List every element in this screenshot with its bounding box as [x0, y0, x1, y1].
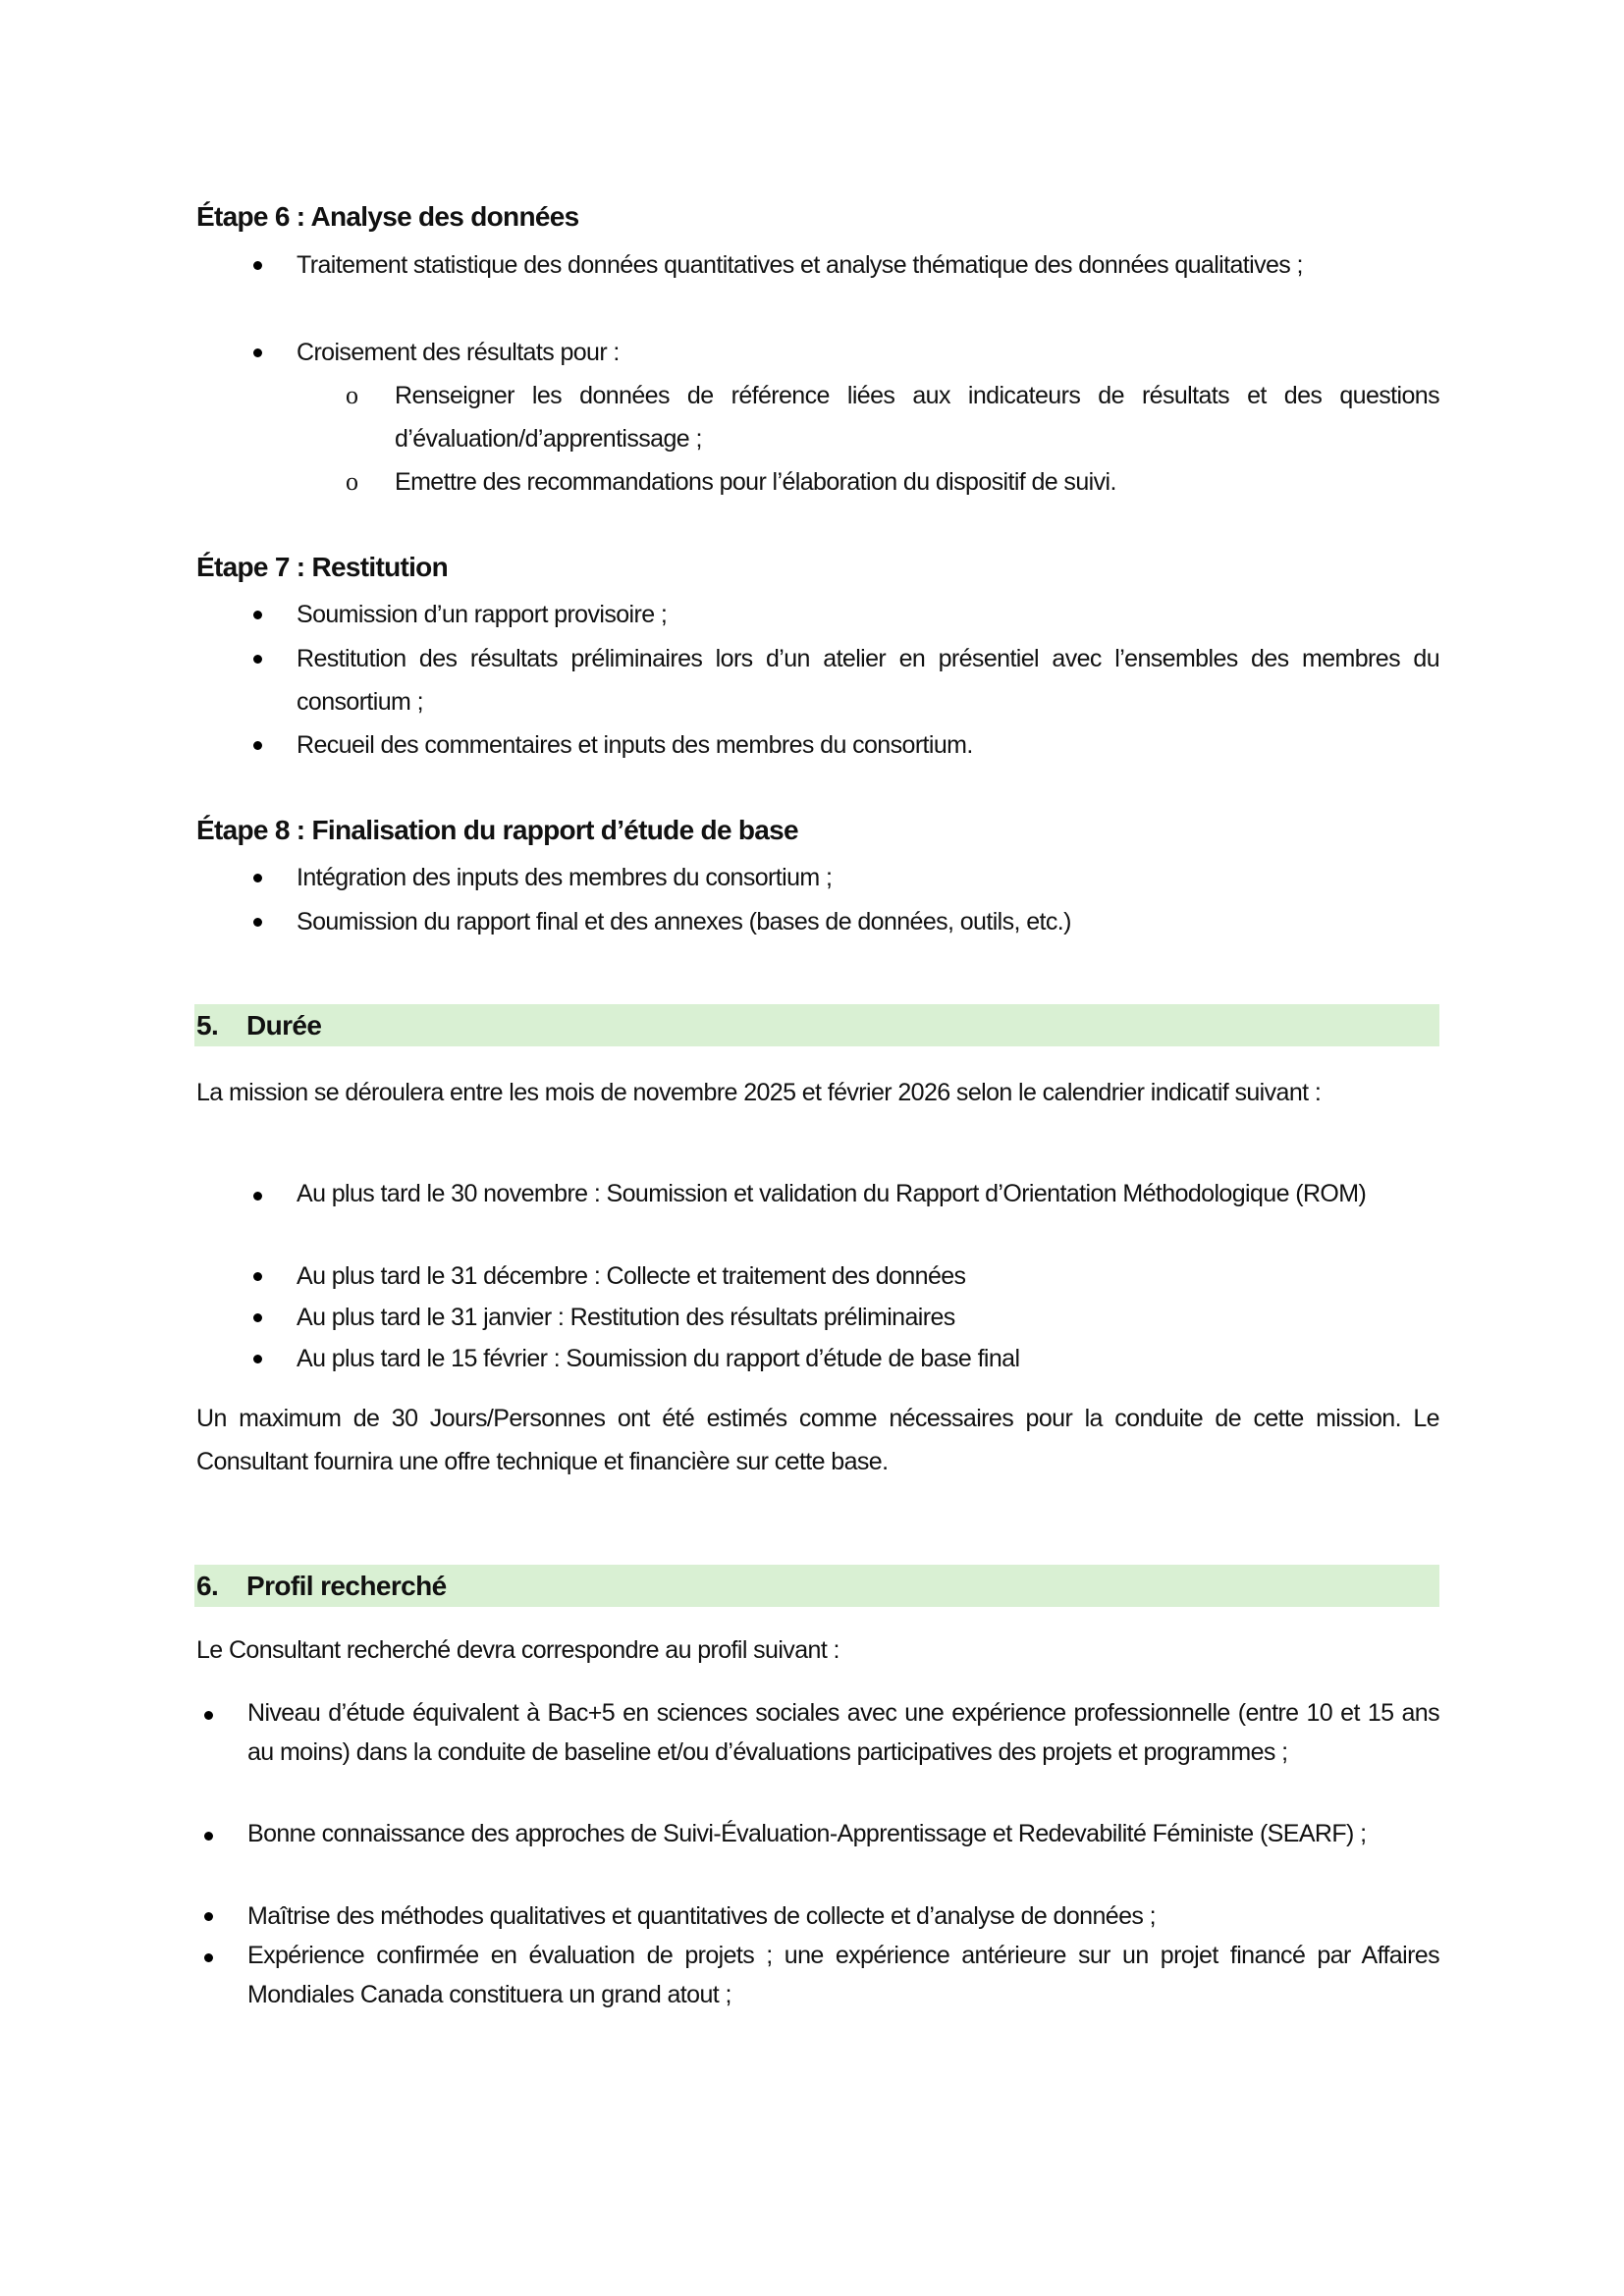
step-6-heading: Étape 6 : Analyse des données	[196, 201, 579, 232]
step-7-heading: Étape 7 : Restitution	[196, 552, 448, 582]
section-6-header	[194, 1565, 1439, 1607]
bullet-icon	[204, 1711, 213, 1720]
list-item-text: Traitement statistique des données quantitatives et analyse thématique des données qualitatives ;	[297, 251, 1303, 279]
section-title: Profil recherché	[246, 1571, 447, 1601]
bullet-icon	[253, 1272, 262, 1281]
bullet-icon	[253, 918, 262, 927]
list-item-text: Maîtrise des méthodes qualitatives et quantitatives de collecte et d’analyse de données ;	[247, 1902, 1156, 1930]
bullet-icon	[253, 611, 262, 619]
sub-list-item-text: Renseigner les données de référence liées aux indicateurs de résultats et des questions d’évaluation/d’apprentissage ;	[395, 382, 1439, 453]
step-8-heading: Étape 8 : Finalisation du rapport d’étude de base	[196, 815, 798, 845]
section-5-closing: Un maximum de 30 Jours/Personnes ont été estimés comme nécessaires pour la conduite de cette mission. Le Consultant fournira une offre technique et financière sur cette base.	[196, 1405, 1439, 1475]
bullet-icon	[253, 874, 262, 882]
list-item-text: Au plus tard le 15 février : Soumission du rapport d’étude de base final	[297, 1345, 1020, 1372]
sub-list-item-text: Emettre des recommandations pour l’élaboration du dispositif de suivi.	[395, 468, 1116, 496]
section-5-intro: La mission se déroulera entre les mois de novembre 2025 et février 2026 selon le calendrier indicatif suivant :	[196, 1079, 1322, 1106]
list-item-text: Croisement des résultats pour :	[297, 339, 620, 366]
bullet-icon	[253, 261, 262, 270]
bullet-icon	[253, 741, 262, 750]
list-item-text: Restitution des résultats préliminaires lors d’un atelier en présentiel avec l’ensembles des membres du consortium ;	[297, 645, 1439, 716]
bullet-icon	[204, 1832, 213, 1841]
list-item-text: Recueil des commentaires et inputs des membres du consortium.	[297, 731, 973, 759]
bullet-icon	[253, 655, 262, 664]
list-item-text: Au plus tard le 31 janvier : Restitution des résultats préliminaires	[297, 1304, 955, 1331]
section-6-intro: Le Consultant recherché devra correspondre au profil suivant :	[196, 1636, 839, 1664]
bullet-icon	[253, 348, 262, 357]
section-number: 6.	[196, 1571, 219, 1601]
bullet-icon	[253, 1192, 262, 1201]
bullet-icon	[253, 1355, 262, 1363]
bullet-icon	[204, 1912, 213, 1921]
list-item-text: Au plus tard le 30 novembre : Soumission et validation du Rapport d’Orientation Méthodologique (ROM)	[297, 1180, 1367, 1207]
bullet-icon	[253, 1313, 262, 1322]
bullet-icon	[204, 1953, 213, 1962]
circle-bullet-icon: o	[346, 467, 358, 496]
section-5-header	[194, 1004, 1439, 1046]
section-title: Durée	[246, 1010, 322, 1041]
section-number: 5.	[196, 1010, 219, 1041]
list-item-text: Bonne connaissance des approches de Suivi-Évaluation-Apprentissage et Redevabilité Féministe (SEARF) ;	[247, 1820, 1367, 1847]
circle-bullet-icon: o	[346, 381, 358, 409]
list-item-text: Soumission du rapport final et des annexes (bases de données, outils, etc.)	[297, 908, 1071, 935]
list-item-text: Intégration des inputs des membres du consortium ;	[297, 864, 833, 891]
list-item-text: Soumission d’un rapport provisoire ;	[297, 601, 668, 628]
list-item-text: Niveau d’étude équivalent à Bac+5 en sciences sociales avec une expérience professionnelle (entre 10 et 15 ans au moins) dans la conduite de baseline et/ou d’évaluations participatives des projets et programmes ;	[247, 1699, 1439, 1766]
list-item-text: Au plus tard le 31 décembre : Collecte et traitement des données	[297, 1262, 966, 1290]
list-item-text: Expérience confirmée en évaluation de projets ; une expérience antérieure sur un projet financé par Affaires Mondiales Canada constituera un grand atout ;	[247, 1942, 1439, 2008]
